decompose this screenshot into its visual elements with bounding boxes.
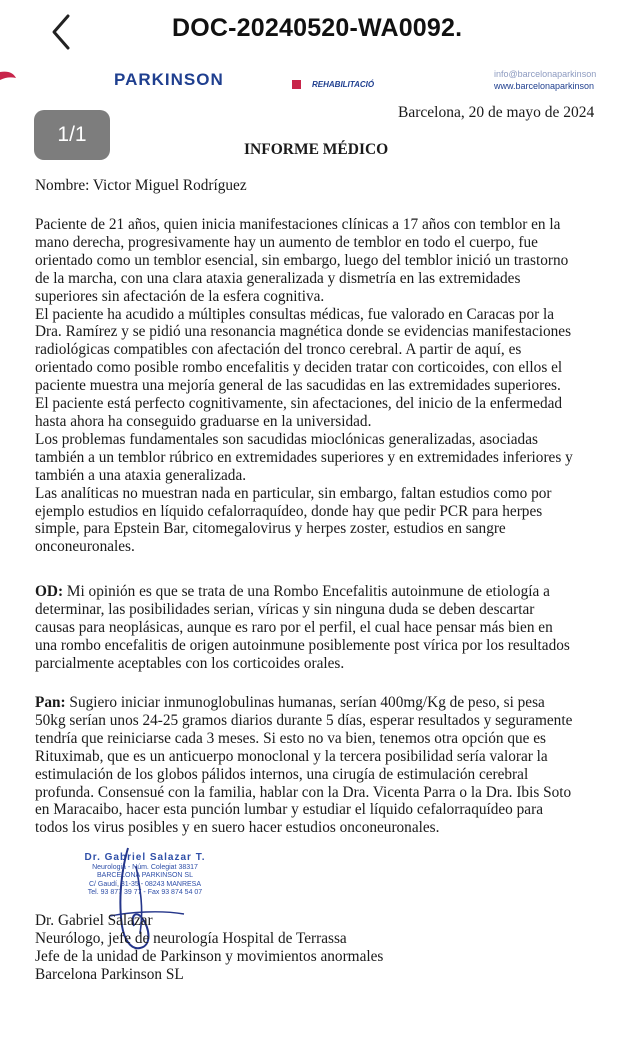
history-line: hasta ahora ha conseguido graduarse en la universidad. xyxy=(35,412,372,430)
history-line: también a una ataxia generalizada. xyxy=(35,466,247,484)
history-line: mano derecha, progresivamente hay un aumento de temblor en todo el cuerpo, fue xyxy=(35,233,538,251)
opinion-text: Mi opinión es que se trata de una Rombo Encefalitis autoinmune de etiología a xyxy=(63,583,550,600)
plan-line: todos los virus posibles y en suero hacer estudios onconeuronales. xyxy=(35,819,440,837)
plan-section xyxy=(35,694,625,837)
stamp-line: Tel. 93 877 39 77 - Fax 93 874 54 07 xyxy=(87,889,203,897)
page-indicator: 1/1 xyxy=(34,110,110,160)
history-line: de la marcha, con una clara ataxia generalizada y dismetría en las extremidades xyxy=(35,269,521,287)
red-swoosh-icon xyxy=(0,68,30,88)
history-line: orientado como posible rombo encefalitis y deciden tratar con corticoides, con ellos el xyxy=(35,359,563,377)
history-line: orientado como un temblor esencial, sin embargo, luego del temblor inició un trastorno xyxy=(35,251,569,269)
plan-line xyxy=(35,694,625,712)
document-heading: INFORME MÉDICO xyxy=(244,141,389,158)
chevron-left-icon xyxy=(42,12,82,52)
history-line: también a un temblor rúbrico en extremidades superiores y en extremidades inferiores y xyxy=(35,448,573,466)
patient-name: Nombre: Victor Miguel Rodríguez xyxy=(35,177,247,194)
opinion-line: una rombo encefalitis de origen autoinmune posiblemente post vírica por los resultados xyxy=(35,636,570,654)
opinion-line: determinar, las posibilidades serian, víricas y sin ninguna duda se deben descartar xyxy=(35,600,535,618)
stamp-line: Neurologia - Núm. Colegiat 38317 xyxy=(92,864,198,871)
opinion-line xyxy=(35,583,625,601)
history-line: radiológicas compatibles con afectación del tronco cerebral. A partir de aquí, es xyxy=(35,341,522,359)
history-line: Los problemas fundamentales son sacudidas mioclónicas generalizadas, asociadas xyxy=(35,430,538,448)
opinion-line: parcialmente aceptables con los corticoides orales. xyxy=(35,654,345,672)
history-line: El paciente está perfecto cognitivamente, sin afectaciones, del inicio de la enfermedad xyxy=(35,395,563,413)
opinion-label: OD: xyxy=(35,583,64,600)
plan-line: profunda. Consensué con la familia, hablar con la Dra. Vicenta Parra o la Dra. Ibis Soto xyxy=(35,783,572,801)
plan-label: Pan: xyxy=(35,694,66,711)
history-line: Dra. Ramírez y se pidió una resonancia magnética donde se evidencias manifestaciones xyxy=(35,323,572,341)
history-line: superiores sin afectación de la esfera cognitiva. xyxy=(35,287,325,305)
history-line: paciente muestra una mejoría general de las sacudidas en las extremidades superiores. xyxy=(35,377,561,395)
signature-line: Jefe de la unidad de Parkinson y movimientos anormales xyxy=(35,947,384,965)
contact-email-faded: info@barcelonaparkinson xyxy=(494,69,597,79)
stamp-line: Dr. Gabriel Salazar T. xyxy=(84,852,206,863)
signature-line: Dr. Gabriel Salazar xyxy=(35,912,153,929)
top-bar xyxy=(0,0,640,62)
clinical-history xyxy=(35,216,625,556)
stamp-line: BARCELONA PARKINSON SL xyxy=(97,872,193,880)
plan-line: estimulación de los globos pálidos internos, una cirugía de estimulación cerebral xyxy=(35,765,529,783)
plan-line: tendría que reiniciarse cada 3 meses. Si esto no va bien, tenemos otra opción que es xyxy=(35,729,547,747)
document-title: DOC-20240520-WA0092. xyxy=(172,14,463,42)
plan-text: Sugiero iniciar inmunoglobulinas humanas, serían 400mg/Kg de peso, si pesa xyxy=(65,694,545,711)
signature-line: Barcelona Parkinson SL xyxy=(35,965,184,983)
plan-line: Rituximab, que es un anticuerpo monoclonal y la tercera posibilidad sería valorar la xyxy=(35,747,548,765)
letterhead-website: www.barcelonaparkinson xyxy=(494,81,595,91)
rehab-marker xyxy=(292,80,301,89)
history-line: Las analíticas no muestran nada en particular, sin embargo, faltan estudios como por xyxy=(35,484,552,502)
opinion-section xyxy=(35,583,625,673)
history-line: simple, para Epstein Bar, citomegalovirus y herpes zoster, estudios en sangre xyxy=(35,520,506,538)
back-button[interactable] xyxy=(42,12,82,52)
document-date: Barcelona, 20 de mayo de 2024 xyxy=(398,104,595,121)
opinion-line: causas para neoplásicas, aunque es raro por el perfil, el cual hace pensar más bien en xyxy=(35,618,553,636)
history-line: El paciente ha acudido a múltiples consultas médicas, fue valorado en Caracas por la xyxy=(35,305,555,323)
history-line: onconeuronales. xyxy=(35,538,135,556)
letterhead-contact xyxy=(494,68,640,92)
stamp-line: C/ Gaudí, 31-35 - 08243 MANRESA xyxy=(88,880,202,888)
letterhead-rehab: REHABILITACIÓ xyxy=(312,80,375,89)
signature-block xyxy=(35,912,383,984)
history-line: ejemplo estudios en líquido cefalorraquídeo, donde hay que pedir PCR para herpes xyxy=(35,502,543,520)
plan-line: 50kg serían unos 24-25 gramos diarios durante 5 días, esperar resultados y seguramente xyxy=(35,711,573,729)
signature-line: Neurólogo, jefe de neurología Hospital de Terrassa xyxy=(35,929,347,947)
letterhead-brand: PARKINSON xyxy=(114,70,224,89)
history-line: Paciente de 21 años, quien inicia manifestaciones clínicas a 17 años con temblor en la xyxy=(35,216,561,233)
plan-line: en Maracaibo, hacer esta punción lumbar y estudiar el líquido cefalorraquídeo para xyxy=(35,801,543,819)
